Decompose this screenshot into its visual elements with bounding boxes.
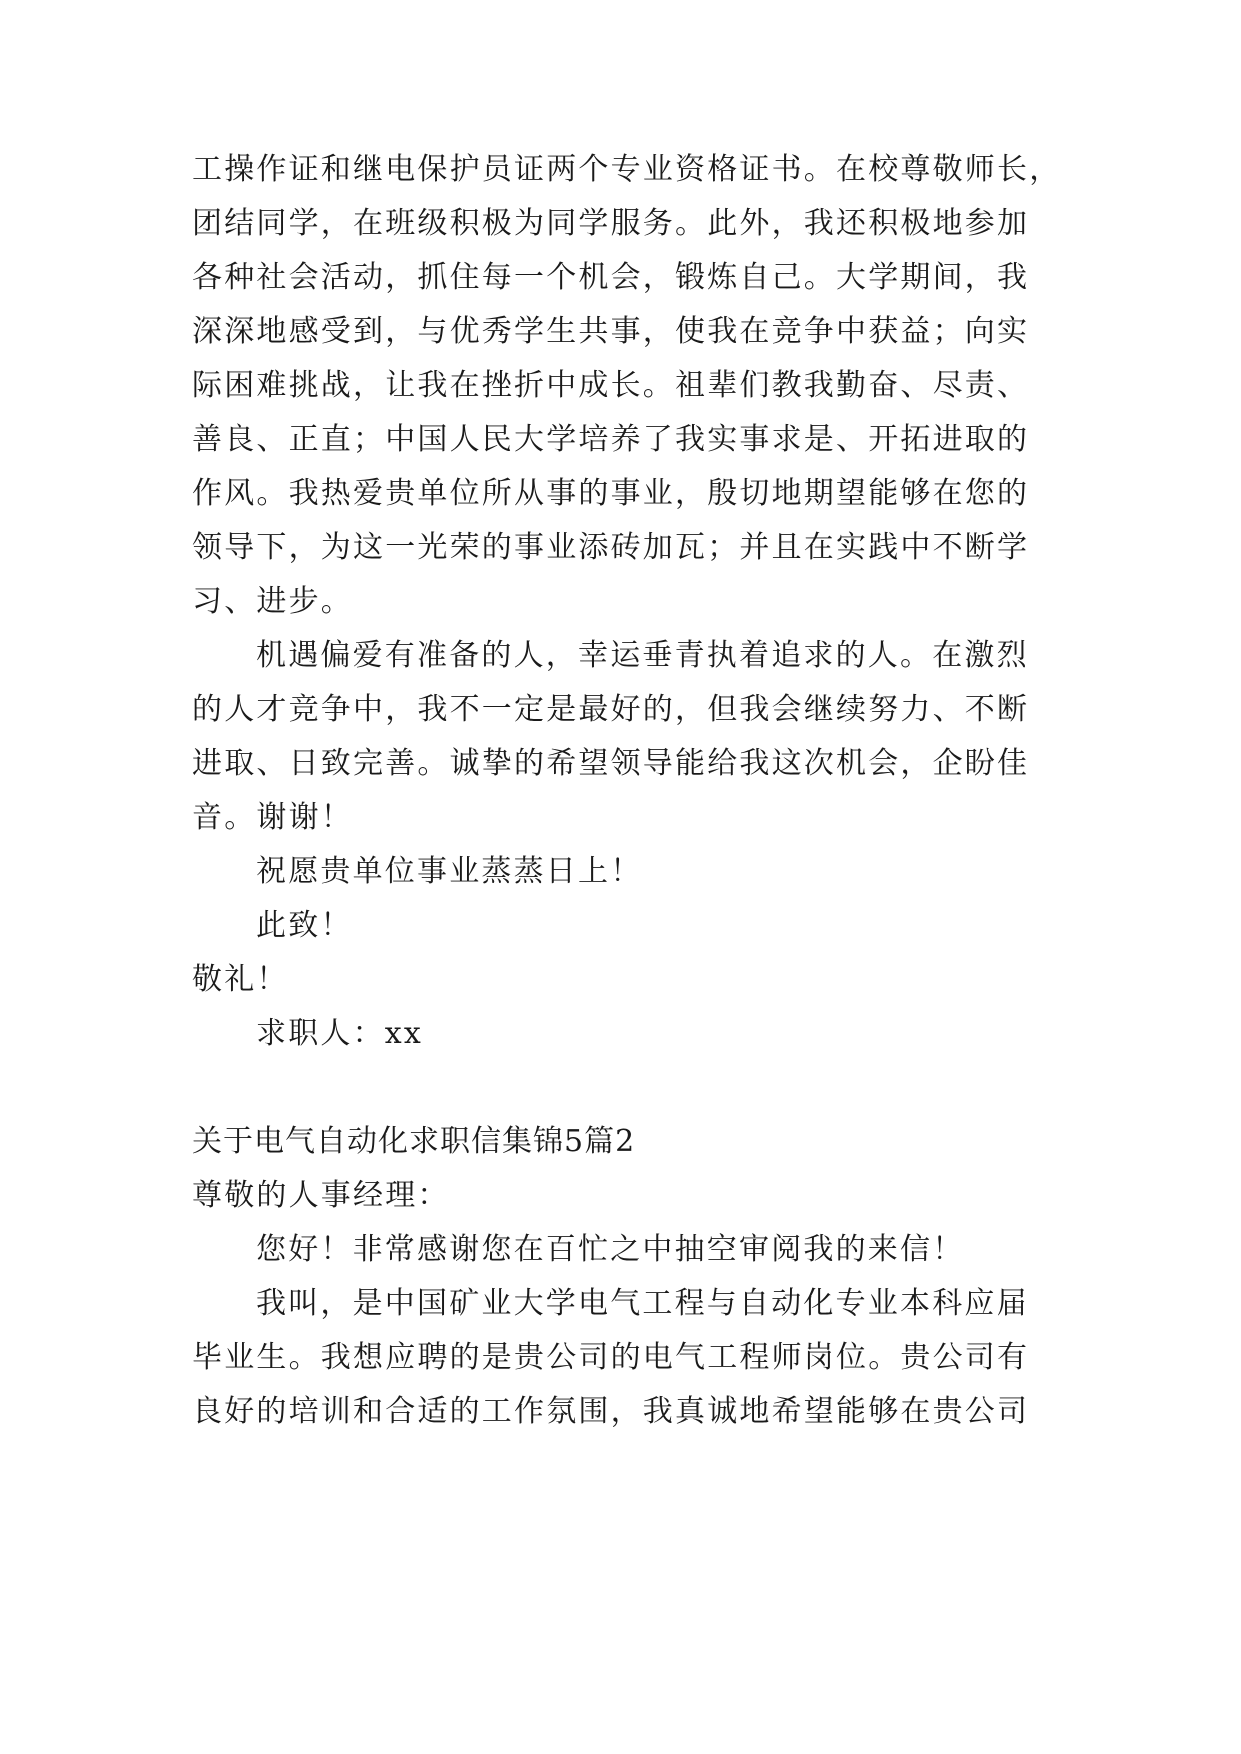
- body-text-line: 善良、正直；中国人民大学培养了我实事求是、开拓进取的: [192, 422, 1030, 457]
- closing-regards: 敬礼！: [192, 962, 289, 997]
- body-text-line: 工操作证和继电保护员证两个专业资格证书。在校尊敬师长，: [192, 152, 1062, 187]
- body-text-line: 领导下，为这一光荣的事业添砖加瓦；并且在实践中不断学: [192, 530, 1030, 565]
- signature-line: 求职人：xx: [256, 1016, 424, 1051]
- body-text-line: 团结同学，在班级积极为同学服务。此外，我还积极地参加: [192, 206, 1030, 241]
- letter-greeting: 尊敬的人事经理：: [192, 1178, 450, 1213]
- body-text-line: 进取、日致完善。诚挚的希望领导能给我这次机会，企盼佳: [192, 746, 1030, 781]
- paragraph-first-line: 我叫，是中国矿业大学电气工程与自动化专业本科应届: [256, 1286, 1029, 1321]
- body-text-line: 各种社会活动，抓住每一个机会，锻炼自己。大学期间，我: [192, 260, 1030, 295]
- closing-salutation: 此致！: [256, 908, 353, 943]
- paragraph-first-line: 机遇偏爱有准备的人，幸运垂青执着追求的人。在激烈: [256, 638, 1029, 673]
- body-text-line: 际困难挑战，让我在挫折中成长。祖辈们教我勤奋、尽责、: [192, 368, 1030, 403]
- section-heading: 关于电气自动化求职信集锦5篇2: [192, 1124, 636, 1159]
- body-text-line: 音。谢谢！: [192, 800, 353, 835]
- body-text-line: 深深地感受到，与优秀学生共事，使我在竞争中获益；向实: [192, 314, 1030, 349]
- paragraph-first-line: 您好！非常感谢您在百忙之中抽空审阅我的来信！: [256, 1232, 965, 1267]
- body-text-line: 良好的培训和合适的工作氛围，我真诚地希望能够在贵公司: [192, 1394, 1030, 1429]
- closing-wish: 祝愿贵单位事业蒸蒸日上！: [256, 854, 643, 889]
- body-text-line: 的人才竞争中，我不一定是最好的，但我会继续努力、不断: [192, 692, 1030, 727]
- body-text-line: 毕业生。我想应聘的是贵公司的电气工程师岗位。贵公司有: [192, 1340, 1030, 1375]
- body-text-line: 习、进步。: [192, 584, 353, 619]
- body-text-line: 作风。我热爱贵单位所从事的事业，殷切地期望能够在您的: [192, 476, 1030, 511]
